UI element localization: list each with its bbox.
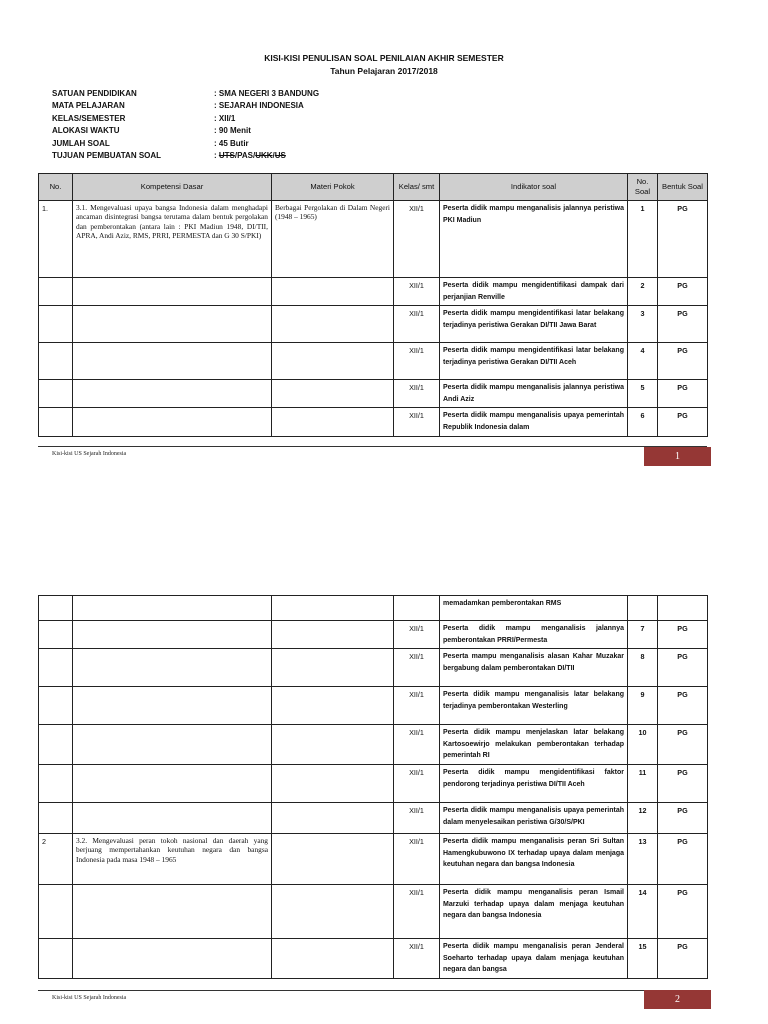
cell-no: [39, 725, 73, 765]
table-row: [39, 343, 708, 380]
cell-kompetensi-dasar: [73, 649, 272, 687]
cell-bentuk-soal: PG: [658, 884, 708, 938]
cell-bentuk-soal: PG: [658, 621, 708, 649]
cell-kompetensi-dasar: [73, 278, 272, 306]
cell-no: [39, 764, 73, 802]
cell-no: 1.: [39, 201, 73, 278]
table-header-row: [39, 174, 708, 201]
cell-materi-pokok: [272, 380, 394, 408]
table-row: [39, 764, 708, 802]
header-no-soal: No. Soal: [628, 174, 658, 201]
cell-no-soal: 15: [628, 938, 658, 978]
cell-no-soal: 8: [628, 649, 658, 687]
cell-bentuk-soal: PG: [658, 725, 708, 765]
cell-materi-pokok: [272, 621, 394, 649]
cell-indikator-soal: Peserta didik mampu mengidentifikasi dampak dari perjanjian Renville: [440, 278, 628, 306]
cell-no: [39, 884, 73, 938]
cell-indikator-soal: memadamkan pemberontakan RMS: [440, 596, 628, 621]
cell-no: [39, 343, 73, 380]
kisi-kisi-table-page-2: [38, 595, 708, 979]
cell-indikator-soal: Peserta didik mampu menganalisis upaya pemerintah Republik Indonesia dalam: [440, 408, 628, 436]
cell-bentuk-soal: PG: [658, 201, 708, 278]
cell-kelas-smt: XII/1: [394, 306, 440, 343]
cell-indikator-soal: Peserta didik mampu menjelaskan latar belakang Kartosoewirjo melakukan pemberontakan terhadap pemerintah RI: [440, 725, 628, 765]
cell-indikator-soal: Peserta didik mampu menganalisis jalannya peristiwa PKI Madiun: [440, 201, 628, 278]
cell-bentuk-soal: PG: [658, 380, 708, 408]
header-bentuk-soal: Bentuk Soal: [658, 174, 708, 201]
cell-no: [39, 278, 73, 306]
cell-kelas-smt: XII/1: [394, 725, 440, 765]
cell-indikator-soal: Peserta didik mampu menganalisis peran Ismail Marzuki terhadap upaya dalam menjaga keutuhan negara dan bangsa Indonesia: [440, 884, 628, 938]
document-title: KISI-KISI PENULISAN SOAL PENILAIAN AKHIR SEMESTER: [264, 53, 504, 63]
cell-no-soal: 12: [628, 802, 658, 833]
cell-no: 2: [39, 833, 73, 884]
meta-row: [52, 100, 319, 112]
cell-no: [39, 938, 73, 978]
cell-indikator-soal: Peserta didik mampu mengidentifikasi latar belakang terjadinya peristiwa Gerakan DI/TII Jawa Barat: [440, 306, 628, 343]
cell-kelas-smt: XII/1: [394, 201, 440, 278]
cell-no-soal: 1: [628, 201, 658, 278]
cell-kompetensi-dasar: [73, 802, 272, 833]
meta-label: SATUAN PENDIDIKAN: [52, 89, 137, 98]
cell-materi-pokok: [272, 938, 394, 978]
table-row: [39, 649, 708, 687]
meta-label: ALOKASI WAKTU: [52, 126, 120, 136]
value-sep: /: [272, 150, 275, 160]
cell-bentuk-soal: PG: [658, 938, 708, 978]
struck-option: UTS: [218, 150, 235, 160]
cell-kelas-smt: XII/1: [394, 764, 440, 802]
cell-indikator-soal: Peserta didik mampu menganalisis latar belakang terjadinya pemberontakan Westerling: [440, 687, 628, 725]
cell-bentuk-soal: PG: [658, 408, 708, 436]
cell-kelas-smt: XII/1: [394, 278, 440, 306]
cell-materi-pokok: [272, 649, 394, 687]
cell-indikator-soal: Peserta didik mampu mengidentifikasi faktor pendorong terjadinya peristiwa DI/TII Aceh: [440, 764, 628, 802]
cell-materi-pokok: [272, 687, 394, 725]
cell-no-soal: 6: [628, 408, 658, 436]
cell-kelas-smt: [394, 596, 440, 621]
table-row: [39, 306, 708, 343]
cell-no: [39, 649, 73, 687]
page-number: 2: [644, 990, 711, 1009]
meta-label: JUMLAH SOAL: [52, 138, 110, 148]
cell-kompetensi-dasar: [73, 725, 272, 765]
cell-no-soal: 4: [628, 343, 658, 380]
cell-materi-pokok: [272, 725, 394, 765]
cell-kompetensi-dasar: [73, 596, 272, 621]
cell-kompetensi-dasar: [73, 938, 272, 978]
meta-value: : SEJARAH INDONESIA: [214, 101, 304, 111]
cell-kompetensi-dasar: [73, 764, 272, 802]
meta-value: : XII/1: [214, 113, 236, 123]
cell-materi-pokok: [272, 833, 394, 884]
cell-kelas-smt: XII/1: [394, 649, 440, 687]
cell-materi-pokok: [272, 764, 394, 802]
cell-no: [39, 408, 73, 436]
cell-bentuk-soal: PG: [658, 306, 708, 343]
cell-bentuk-soal: PG: [658, 278, 708, 306]
cell-kelas-smt: XII/1: [394, 687, 440, 725]
cell-no: [39, 306, 73, 343]
table-row: [39, 802, 708, 833]
meta-label: KELAS/SEMESTER: [52, 113, 126, 123]
cell-indikator-soal: Peserta didik mampu menganalisis jalannya peristiwa Andi Aziz: [440, 380, 628, 408]
cell-materi-pokok: [272, 596, 394, 621]
cell-no: [39, 687, 73, 725]
cell-no-soal: 11: [628, 764, 658, 802]
meta-block: [52, 88, 319, 162]
table-row: [39, 201, 708, 278]
cell-kelas-smt: XII/1: [394, 621, 440, 649]
meta-row: [52, 113, 319, 125]
meta-label: TUJUAN PEMBUATAN SOAL: [52, 150, 162, 160]
struck-option: US: [274, 150, 286, 160]
table-row: [39, 278, 708, 306]
value-prefix: :: [214, 150, 219, 160]
cell-materi-pokok: [272, 884, 394, 938]
cell-kompetensi-dasar: 3.2. Mengevaluasi peran tokoh nasional dan daerah yang berjuang mempertahankan keutuhan negara dan bangsa Indonesia pada masa 1948 – 1965: [73, 833, 272, 884]
footer-divider: [38, 990, 707, 991]
cell-no: [39, 380, 73, 408]
cell-no: [39, 621, 73, 649]
cell-indikator-soal: Peserta didik mampu menganalisis peran Sri Sultan Hamengkubuwono IX terhadap upaya dalam menjaga keutuhan negara dan bangsa Indonesia: [440, 833, 628, 884]
cell-materi-pokok: [272, 802, 394, 833]
struck-option: UKK: [255, 150, 273, 160]
cell-materi-pokok: [272, 408, 394, 436]
table-row: [39, 938, 708, 978]
value-mid: /PAS/: [234, 150, 256, 160]
table-row: [39, 621, 708, 649]
meta-row: [52, 150, 319, 162]
cell-no-soal: 2: [628, 278, 658, 306]
page-number: 1: [644, 447, 711, 466]
cell-no-soal: 10: [628, 725, 658, 765]
cell-no-soal: 5: [628, 380, 658, 408]
cell-kompetensi-dasar: [73, 306, 272, 343]
table-row: [39, 725, 708, 765]
cell-no: [39, 596, 73, 621]
cell-indikator-soal: Peserta mampu menganalisis alasan Kahar Muzakar bergabung dalam pemberontakan DI/TII: [440, 649, 628, 687]
cell-bentuk-soal: [658, 596, 708, 621]
meta-row: [52, 138, 319, 150]
cell-no-soal: 7: [628, 621, 658, 649]
table-row: [39, 687, 708, 725]
cell-kelas-smt: XII/1: [394, 938, 440, 978]
cell-materi-pokok: Berbagai Pergolakan di Dalam Negeri (1948 – 1965): [272, 201, 394, 278]
cell-bentuk-soal: PG: [658, 833, 708, 884]
cell-indikator-soal: Peserta didik mampu menganalisis peran Jenderal Soeharto terhadap upaya dalam menjaga keutuhan negara dan bangsa: [440, 938, 628, 978]
cell-kelas-smt: XII/1: [394, 833, 440, 884]
cell-kelas-smt: XII/1: [394, 408, 440, 436]
cell-no-soal: 3: [628, 306, 658, 343]
meta-value: : 45 Butir: [214, 138, 249, 148]
header-no: No.: [39, 174, 73, 201]
header-materi-pokok: Materi Pokok: [272, 174, 394, 201]
meta-value: : 90 Menit: [214, 126, 251, 136]
header-indikator-soal: Indikator soal: [440, 174, 628, 201]
cell-kelas-smt: XII/1: [394, 380, 440, 408]
cell-materi-pokok: [272, 343, 394, 380]
cell-bentuk-soal: PG: [658, 343, 708, 380]
header-kompetensi-dasar: Kompetensi Dasar: [73, 174, 272, 201]
cell-no-soal: 14: [628, 884, 658, 938]
header-kelas-smt: Kelas/ smt: [394, 174, 440, 201]
cell-bentuk-soal: PG: [658, 649, 708, 687]
kisi-kisi-table-page-1: [38, 173, 708, 437]
meta-label: MATA PELAJARAN: [52, 101, 125, 111]
table-row: [39, 884, 708, 938]
cell-kompetensi-dasar: [73, 408, 272, 436]
cell-no-soal: 9: [628, 687, 658, 725]
cell-bentuk-soal: PG: [658, 687, 708, 725]
academic-year: Tahun Pelajaran 2017/2018: [330, 66, 438, 76]
cell-indikator-soal: Peserta didik mampu mengidentifikasi latar belakang terjadinya peristiwa Gerakan DI/TII Aceh: [440, 343, 628, 380]
cell-bentuk-soal: PG: [658, 764, 708, 802]
cell-kompetensi-dasar: 3.1. Mengevaluasi upaya bangsa Indonesia dalam menghadapi ancaman disintegrasi bangsa terutama dalam bentuk pergolakan dan pemberontakan (antara lain : PKI Madiun 1948, DI/TII, APRA, Andi Aziz, RMS, PRRI, PERMESTA dan G 30 S/PKI): [73, 201, 272, 278]
cell-indikator-soal: Peserta didik mampu menganalisis jalannya pemberontakan PRRI/Permesta: [440, 621, 628, 649]
cell-no: [39, 802, 73, 833]
footer-text: Kisi-kisi US Sejarah Indonesia: [52, 451, 127, 457]
footer-divider: [38, 446, 707, 447]
cell-no-soal: 13: [628, 833, 658, 884]
cell-bentuk-soal: PG: [658, 802, 708, 833]
cell-materi-pokok: [272, 278, 394, 306]
meta-value: : SMA NEGERI 3 BANDUNG: [214, 89, 320, 98]
footer-text: Kisi-kisi US Sejarah Indonesia: [52, 995, 127, 1001]
meta-row: [52, 88, 319, 100]
cell-kelas-smt: XII/1: [394, 343, 440, 380]
meta-value: [214, 150, 286, 162]
cell-kompetensi-dasar: [73, 884, 272, 938]
cell-kompetensi-dasar: [73, 621, 272, 649]
cell-no-soal: [628, 596, 658, 621]
cell-materi-pokok: [272, 306, 394, 343]
meta-row: [52, 125, 319, 137]
cell-kelas-smt: XII/1: [394, 802, 440, 833]
table-row: [39, 408, 708, 436]
cell-kompetensi-dasar: [73, 687, 272, 725]
cell-kompetensi-dasar: [73, 343, 272, 380]
table-row: [39, 380, 708, 408]
table-row: [39, 833, 708, 884]
cell-kompetensi-dasar: [73, 380, 272, 408]
cell-kelas-smt: XII/1: [394, 884, 440, 938]
cell-indikator-soal: Peserta didik mampu menganalisis upaya pemerintah dalam menyelesaikan peristiwa G/30/S/PKI: [440, 802, 628, 833]
table-row: [39, 596, 708, 621]
